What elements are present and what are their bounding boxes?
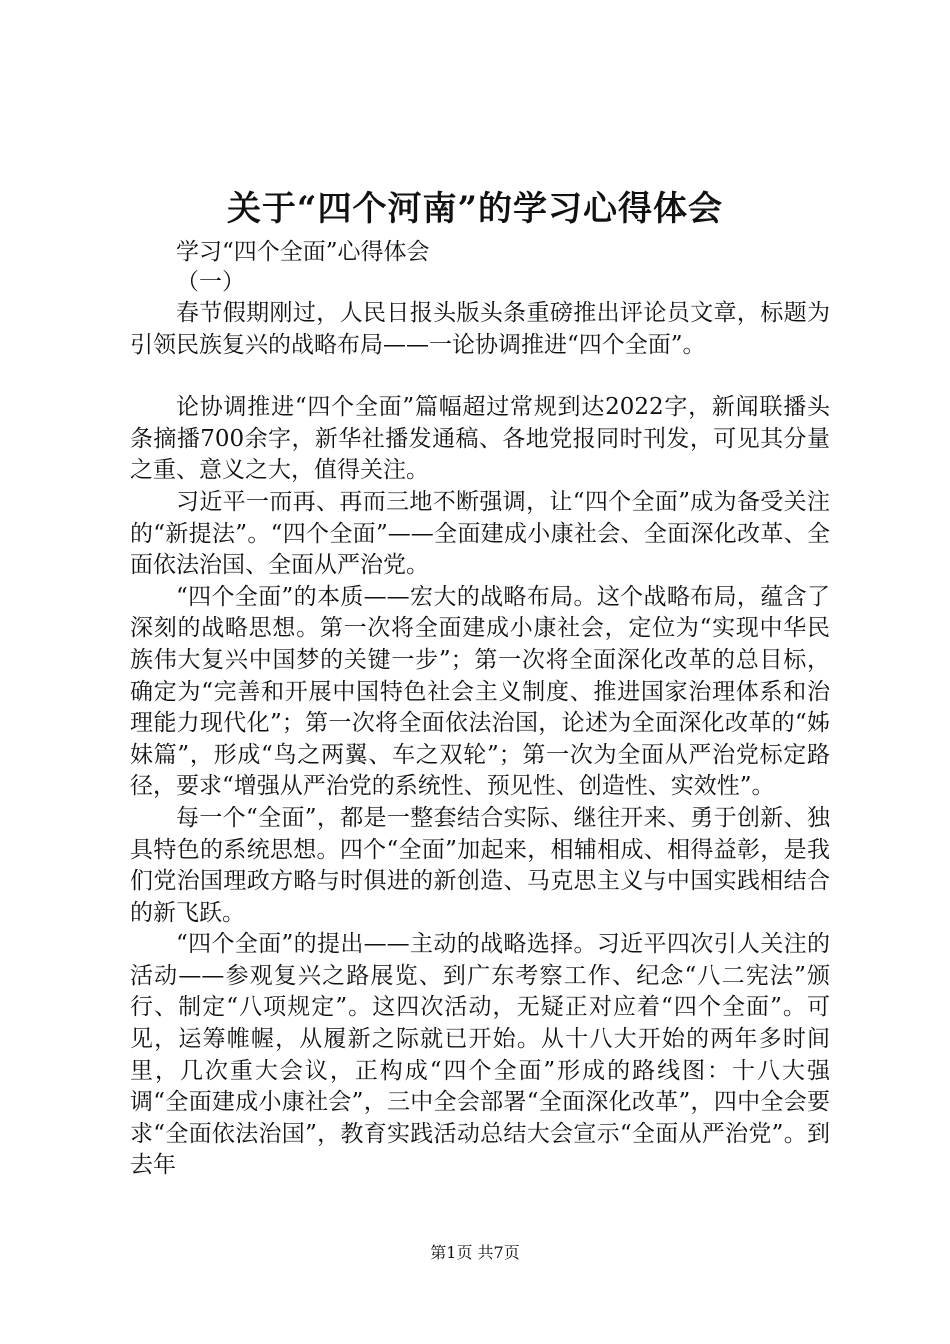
document-title: 关于“四个河南”的学习心得体会 (226, 189, 724, 229)
document-body (130, 298, 830, 1182)
section-number: （一） (176, 269, 245, 295)
document-subtitle: 学习“四个全面”心得体会 (176, 239, 430, 265)
paragraph: 论协调推进“四个全面”篇幅超过常规到达2022字，新闻联播头条摘播700余字，新华社播发通稿、各地党报同时刊发，可见其分量之重、意义之大，值得关注。 (130, 394, 830, 484)
page-indicator: 第1页 共7页 (430, 1243, 520, 1262)
paragraph: 每一个“全面”，都是一整套结合实际、继往开来、勇于创新、独具特色的系统思想。四个“全面”加起来，相辅相成、相得益彰，是我们党治国理政方略与时俱进的新创造、马克思主义与中国实践相结合的新飞跃。 (130, 804, 830, 926)
paragraph: 春节假期刚过，人民日报头版头条重磅推出评论员文章，标题为引领民族复兴的战略布局——一论协调推进“四个全面”。 (130, 300, 830, 358)
paragraph: 习近平一而再、再而三地不断强调，让“四个全面”成为备受关注的“新提法”。“四个全面”——全面建成小康社会、全面深化改革、全面依法治国、全面从严治党。 (130, 488, 830, 579)
paragraph: “四个全面”的本质——宏大的战略布局。这个战略布局，蕴含了深刻的战略思想。第一次将全面建成小康社会，定位为“实现中华民族伟大复兴中国梦的关键一步”；第一次将全面深化改革的总目标，确定为“完善和开展中国特色社会主义制度、推进国家治理体系和治理能力现代化”；第一次将全面依法治国，论述为全面深化改革的“姊妹篇”，形成“鸟之两翼、车之双轮”；第一次为全面从严治党标定路径，要求“增强从严治党的系统性、预见性、创造性、实效性”。 (130, 583, 830, 800)
paragraph: “四个全面”的提出——主动的战略选择。习近平四次引人关注的活动——参观复兴之路展览、到广东考察工作、纪念“八二宪法”颁行、制定“八项规定”。这四次活动，无疑正对应着“四个全面”。可见，运筹帷幄，从履新之际就已开始。从十八大开始的两年多时间里，几次重大会议，正构成“四个全面”形成的路线图：十八大强调“全面建成小康社会”，三中全会部署“全面深化改革”，四中全会要求“全面依法治国”，教育实践活动总结大会宣示“全面从严治党”。到去年 (130, 931, 830, 1179)
